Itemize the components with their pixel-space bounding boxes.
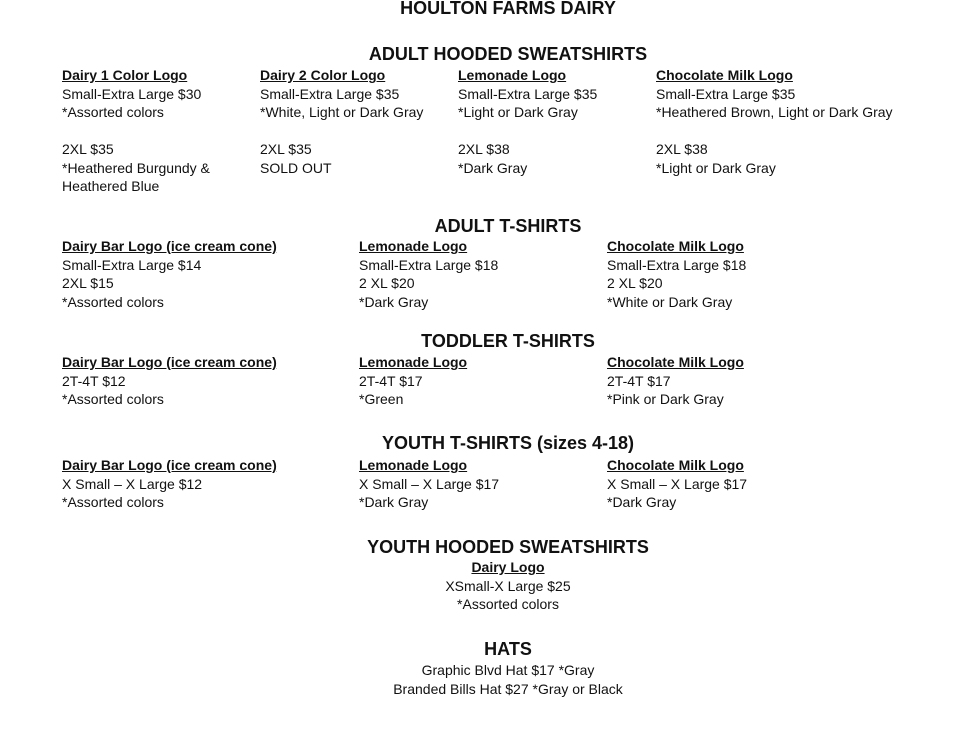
price-text: Small-Extra Large $18 bbox=[359, 256, 499, 273]
product-label: Dairy Bar Logo (ice cream cone) bbox=[62, 238, 277, 254]
adult-tshirt-column-1 bbox=[62, 237, 277, 311]
product-label: Lemonade Logo bbox=[458, 67, 567, 83]
color-note: *Assorted colors bbox=[62, 104, 164, 120]
product-label: Dairy Logo bbox=[471, 559, 545, 575]
adult-hoodie-column-3 bbox=[458, 66, 597, 177]
youth-hoodies-heading: YOUTH HOODED SWEATSHIRTS bbox=[367, 537, 649, 557]
product-label: Chocolate Milk Logo bbox=[607, 238, 744, 254]
toddler-tshirt-column-3 bbox=[607, 353, 744, 409]
price-text: X Small – X Large $12 bbox=[62, 475, 203, 492]
xl-price-text: 2XL $35 bbox=[260, 141, 312, 157]
hat-colors: *Gray bbox=[558, 662, 595, 678]
youth-tshirt-column-3 bbox=[607, 456, 747, 512]
price-text: X Small – X Large $17 bbox=[359, 475, 500, 492]
hat-row bbox=[0, 680, 960, 699]
youth-tshirt-column-1 bbox=[62, 456, 277, 512]
color-note: *Assorted colors bbox=[62, 391, 164, 407]
color-note: *Assorted colors bbox=[62, 494, 164, 510]
product-label: Dairy Bar Logo (ice cream cone) bbox=[62, 354, 277, 370]
hat-name: Graphic Blvd Hat $17 bbox=[421, 662, 555, 678]
hat-name: Branded Bills Hat $27 bbox=[393, 680, 529, 697]
adult-tshirt-column-2 bbox=[359, 237, 498, 311]
toddler-tshirt-column-2 bbox=[359, 353, 467, 409]
hat-row bbox=[0, 661, 960, 680]
toddler-tshirts-heading: TODDLER T-SHIRTS bbox=[421, 331, 595, 351]
price-text: X Small – X Large $17 bbox=[607, 475, 748, 492]
youth-tshirts-heading: YOUTH T-SHIRTS (sizes 4-18) bbox=[381, 433, 635, 453]
price-text: Small-Extra Large $35 bbox=[260, 85, 400, 102]
youth-hoodie-block bbox=[0, 558, 960, 614]
product-label: Dairy 1 Color Logo bbox=[62, 67, 188, 83]
xl-price-text: 2XL $38 bbox=[656, 141, 708, 157]
price-text: Small-Extra Large $14 bbox=[62, 256, 202, 273]
xl-color-note: *Light or Dark Gray bbox=[656, 159, 776, 176]
price-text: 2T-4T $17 bbox=[359, 372, 423, 389]
price-text: Small-Extra Large $35 bbox=[458, 85, 598, 102]
product-label: Lemonade Logo bbox=[359, 238, 468, 254]
product-label: Lemonade Logo bbox=[359, 457, 468, 473]
color-note: *Pink or Dark Gray bbox=[607, 391, 724, 407]
page-title: HOULTON FARMS DAIRY bbox=[400, 0, 616, 18]
xl-price-text: 2 XL $20 bbox=[359, 275, 415, 291]
price-text: Small-Extra Large $35 bbox=[656, 85, 796, 102]
adult-hoodie-column-1 bbox=[62, 66, 247, 196]
xl-price-text: 2XL $35 bbox=[62, 141, 114, 157]
youth-tshirt-column-2 bbox=[359, 456, 499, 512]
sold-out-note: SOLD OUT bbox=[260, 159, 332, 176]
color-note: *Heathered Brown, Light or Dark Gray bbox=[656, 104, 893, 120]
adult-hoodies-heading: ADULT HOODED SWEATSHIRTS bbox=[368, 44, 648, 64]
xl-price-text: 2XL $38 bbox=[458, 141, 510, 157]
product-label: Dairy Bar Logo (ice cream cone) bbox=[62, 457, 277, 473]
product-label: Chocolate Milk Logo bbox=[607, 354, 744, 370]
xl-price-text: 2XL $15 bbox=[62, 275, 114, 291]
price-text: 2T-4T $12 bbox=[62, 372, 126, 389]
color-note: *Light or Dark Gray bbox=[458, 104, 578, 120]
price-text: Small-Extra Large $18 bbox=[607, 256, 747, 273]
xl-price-text: 2 XL $20 bbox=[607, 275, 663, 291]
product-label: Dairy 2 Color Logo bbox=[260, 67, 386, 83]
product-label: Lemonade Logo bbox=[359, 354, 468, 370]
hat-colors: *Gray or Black bbox=[532, 680, 623, 697]
toddler-tshirt-column-1 bbox=[62, 353, 277, 409]
adult-hoodie-column-4 bbox=[656, 66, 893, 177]
color-note: *Green bbox=[359, 391, 404, 407]
adult-tshirts-heading: ADULT T-SHIRTS bbox=[434, 216, 582, 236]
price-text: 2T-4T $17 bbox=[607, 372, 671, 389]
xl-color-note: *Heathered Burgundy & Heathered Blue bbox=[62, 159, 210, 194]
hats-heading: HATS bbox=[484, 639, 532, 659]
color-note: *Assorted colors bbox=[62, 293, 164, 310]
product-label: Chocolate Milk Logo bbox=[656, 67, 793, 83]
color-note: *White or Dark Gray bbox=[607, 293, 733, 310]
color-note: *Dark Gray bbox=[359, 293, 429, 310]
color-note: *Assorted colors bbox=[457, 596, 559, 612]
adult-hoodie-column-2 bbox=[260, 66, 423, 177]
adult-tshirt-column-3 bbox=[607, 237, 746, 311]
price-text: Small-Extra Large $30 bbox=[62, 85, 202, 102]
color-note: *White, Light or Dark Gray bbox=[260, 104, 424, 120]
xl-color-note: *Dark Gray bbox=[458, 159, 528, 176]
price-text: XSmall-X Large $25 bbox=[445, 577, 571, 594]
product-label: Chocolate Milk Logo bbox=[607, 457, 744, 473]
color-note: *Dark Gray bbox=[607, 494, 677, 510]
color-note: *Dark Gray bbox=[359, 494, 429, 510]
hats-block bbox=[0, 661, 960, 698]
